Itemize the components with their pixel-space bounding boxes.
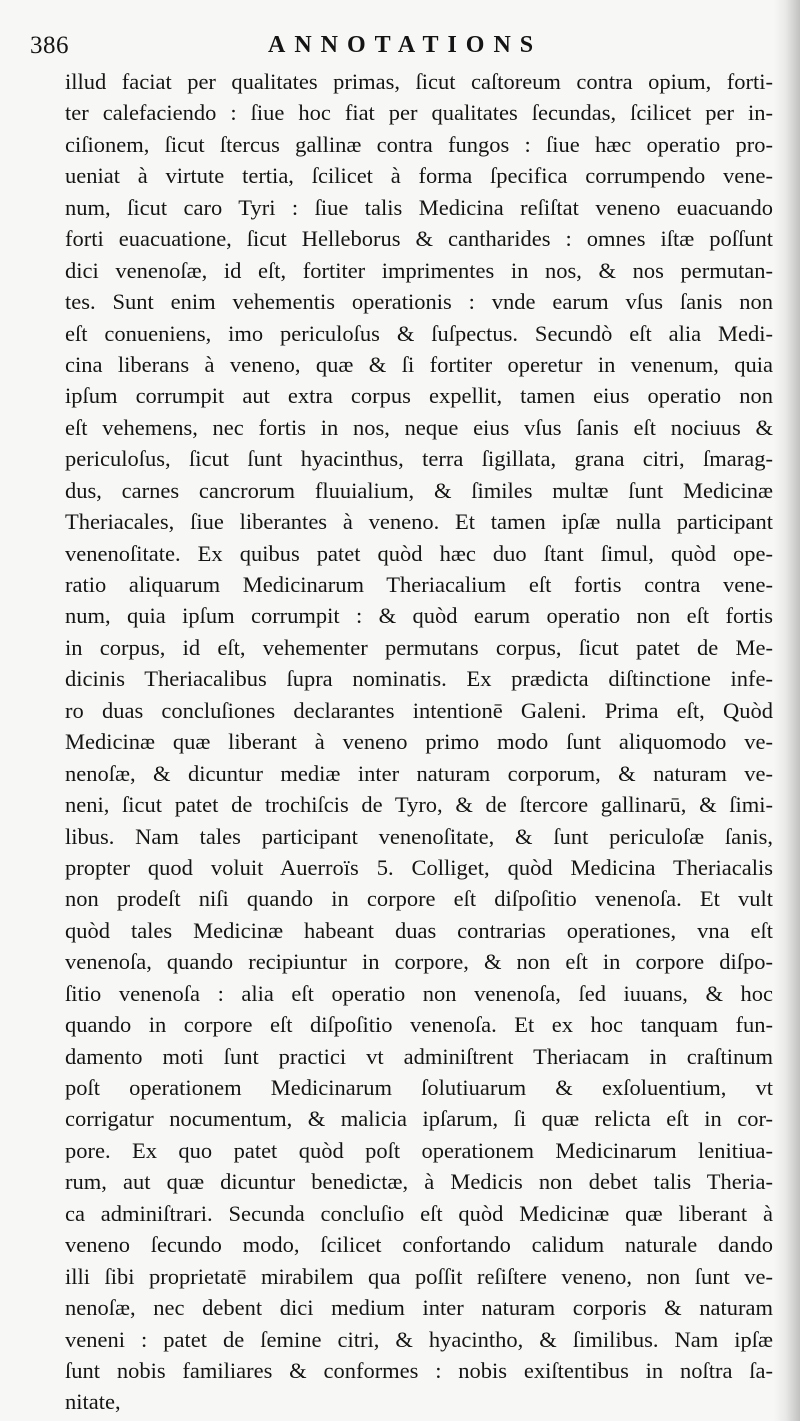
text-line: in corpus, id eſt, vehementer permutans corpus, ſicut patet de Me- (65, 634, 773, 660)
text-line: quando in corpore eſt diſpoſitio venenoſa. Et ex hoc tanquam fun- (65, 1012, 773, 1038)
body-text (65, 66, 773, 1418)
text-line: Theriacales, ſiue liberantes à veneno. Et tamen ipſæ nulla participant (65, 509, 773, 535)
text-line: nitate, (65, 1389, 121, 1415)
text-line: neni, ſicut patet de trochiſcis de Tyro, & de ſtercore gallinarū, & ſimi- (65, 792, 773, 818)
text-line: tes. Sunt enim vehementis operationis : vnde earum vſus ſanis non (65, 289, 773, 315)
text-line: venenoſa, quando recipiuntur in corpore, & non eſt in corpore diſpo- (65, 949, 773, 975)
text-line: veneni : patet de ſemine citri, & hyacintho, & ſimilibus. Nam ipſæ (65, 1326, 773, 1352)
text-line: ſitio venenoſa : alia eſt operatio non venenoſa, ſed iuuans, & hoc (65, 980, 773, 1006)
text-line: eſt vehemens, nec fortis in nos, neque eius vſus ſanis eſt nociuus & (65, 414, 773, 440)
text-line: Medicinæ quæ liberant à veneno primo modo ſunt aliquomodo ve- (65, 729, 773, 755)
text-line: num, ſicut caro Tyri : ſiue talis Medicina reſiſtat veneno euacuando (65, 194, 773, 220)
text-line: rum, aut quæ dicuntur benedictæ, à Medicis non debet talis Theria- (65, 1169, 773, 1195)
text-line: illi ſibi proprietatē mirabilem qua poſſit reſiſtere veneno, non ſunt ve- (65, 1263, 773, 1289)
text-line: nenoſæ, & dicuntur mediæ inter naturam corporum, & naturam ve- (65, 760, 773, 786)
text-line: ter calefaciendo : ſiue hoc fiat per qualitates ſecundas, ſcilicet per in- (65, 100, 773, 126)
gutter-shadow (774, 0, 800, 1421)
text-line: periculoſus, ſicut ſunt hyacinthus, terra ſigillata, grana citri, ſmarag- (65, 446, 773, 472)
text-line: quòd tales Medicinæ habeant duas contrarias operationes, vna eſt (65, 917, 773, 943)
text-line: cina liberans à veneno, quæ & ſi fortiter operetur in venenum, quia (65, 351, 773, 377)
text-line: propter quod voluit Auerroïs 5. Colliget, quòd Medicina Theriacalis (65, 854, 773, 880)
text-line: ipſum corrumpit aut extra corpus expellit, tamen eius operatio non (65, 383, 773, 409)
text-line: dus, carnes cancrorum fluuialium, & ſimiles multæ ſunt Medicinæ (65, 477, 773, 503)
text-line: forti euacuatione, ſicut Helleborus & cantharides : omnes iſtæ poſſunt (65, 226, 773, 252)
text-line: pore. Ex quo patet quòd poſt operationem Medicinarum lenitiua- (65, 1137, 773, 1163)
text-line: nenoſæ, nec debent dici medium inter naturam corporis & naturam (65, 1295, 773, 1321)
text-line: illud faciat per qualitates primas, ſicut caſtoreum contra opium, forti- (65, 69, 773, 94)
text-line: ratio aliquarum Medicinarum Theriacalium eſt fortis contra vene- (65, 572, 773, 597)
text-line: ueniat à virtute tertia, ſcilicet à forma ſpecifica corrumpendo vene- (65, 163, 773, 189)
page-header (30, 28, 770, 64)
text-line: dicinis Theriacalibus ſupra nominatis. Ex prædicta diſtinctione infe- (65, 666, 773, 692)
text-line: eſt conueniens, imo periculoſus & ſuſpectus. Secundò eſt alia Medi- (65, 320, 773, 346)
text-line: libus. Nam tales participant venenoſitate, & ſunt periculoſæ ſanis, (65, 823, 773, 849)
text-line: ſunt nobis familiares & conformes : nobis exiſtentibus in noſtra ſa- (65, 1357, 773, 1383)
text-line: poſt operationem Medicinarum ſolutiuarum & exſoluentium, vt (65, 1075, 773, 1100)
text-line: venenoſitate. Ex quibus patet quòd hæc duo ſtant ſimul, quòd ope- (65, 540, 773, 566)
text-line: non prodeſt niſi quando in corpore eſt diſpoſitio venenoſa. Et vult (65, 886, 773, 912)
text-line: ro duas concluſiones declarantes intentionē Galeni. Prima eſt, Quòd (65, 697, 773, 723)
text-line: ciſionem, ſicut ſtercus gallinæ contra fungos : ſiue hæc operatio pro- (65, 131, 773, 157)
running-head: ANNOTATIONS (268, 32, 543, 58)
text-line: corrigatur nocumentum, & malicia ipſarum, ſi quæ relicta eſt in cor- (65, 1106, 773, 1132)
text-line: dici venenoſæ, id eſt, fortiter imprimentes in nos, & nos permutan- (65, 257, 773, 283)
text-line: damento moti ſunt practici vt adminiſtrent Theriacam in craſtinum (65, 1043, 773, 1069)
text-line: num, quia ipſum corrumpit : & quòd earum operatio non eſt fortis (65, 603, 773, 629)
text-line: veneno ſecundo modo, ſcilicet confortando calidum naturale dando (65, 1232, 773, 1258)
text-line: ca adminiſtrari. Secunda concluſio eſt quòd Medicinæ quæ liberant à (65, 1200, 773, 1226)
page-number: 386 (30, 32, 69, 59)
